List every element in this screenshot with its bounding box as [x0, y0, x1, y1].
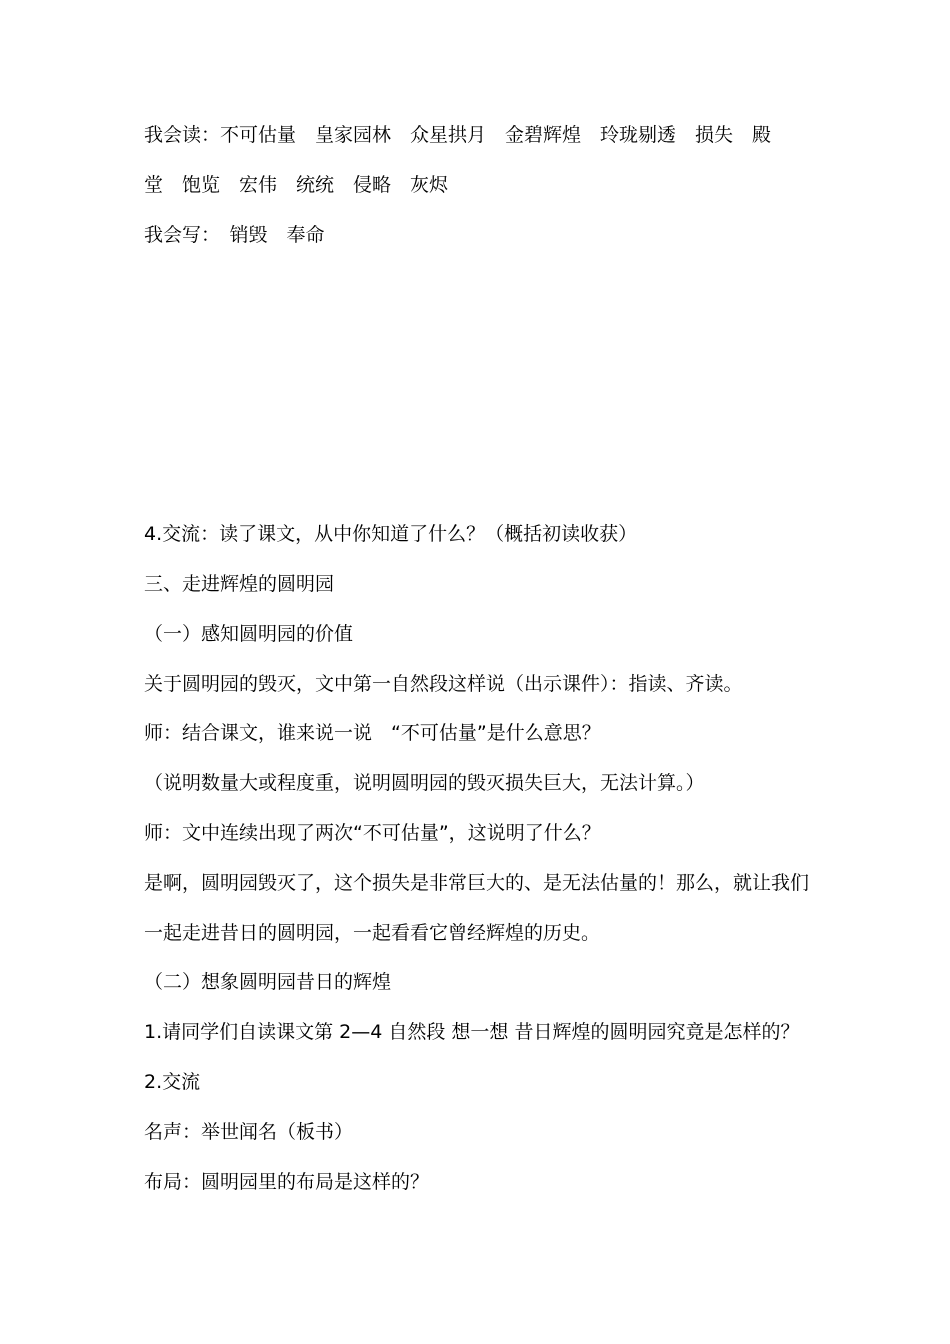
- vocab-read-line-2: 堂 饱览 宏伟 统统 侵略 灰烬: [144, 174, 449, 196]
- teacher-question-2: 师：文中连续出现了两次“不可估量”，这说明了什么？: [144, 822, 601, 844]
- layout-paragraph: 布局：圆明园里的布局是这样的？: [144, 1171, 430, 1193]
- fame-paragraph: 名声：举世闻名（板书）: [144, 1121, 354, 1143]
- subheading-glory: （二）想象圆明园昔日的辉煌: [144, 971, 392, 993]
- step-1-paragraph: 1.请同学们自读课文第 2—4 自然段 想一想 昔日辉煌的圆明园究竟是怎样的？: [144, 1021, 800, 1043]
- exchange-paragraph: 4.交流：读了课文，从中你知道了什么？（概括初读收获）: [144, 523, 638, 545]
- explanation-paragraph: （说明数量大或程度重，说明圆明园的毁灭损失巨大，无法计算。）: [144, 772, 705, 794]
- reply-paragraph-line-1: 是啊，圆明园毁灭了，这个损失是非常巨大的、是无法估量的！那么，就让我们: [144, 872, 810, 894]
- subheading-value: （一）感知圆明园的价值: [144, 623, 354, 645]
- step-2-paragraph: 2.交流: [144, 1071, 201, 1093]
- destruction-paragraph: 关于圆明园的毁灭，文中第一自然段这样说（出示课件）：指读、齐读。: [144, 673, 743, 695]
- reply-paragraph-line-2: 一起走进昔日的圆明园，一起看看它曾经辉煌的历史。: [144, 922, 601, 944]
- vocab-read-line-1: 我会读：不可估量 皇家园林 众星拱月 金碧辉煌 玲珑剔透 损失 殿: [144, 124, 772, 146]
- teacher-question-1: 师：结合课文，谁来说一说 “不可估量”是什么意思？: [144, 722, 601, 744]
- section-heading: 三、走进辉煌的圆明园: [144, 573, 335, 595]
- vocab-write-line: 我会写： 销毁 奉命: [144, 224, 325, 246]
